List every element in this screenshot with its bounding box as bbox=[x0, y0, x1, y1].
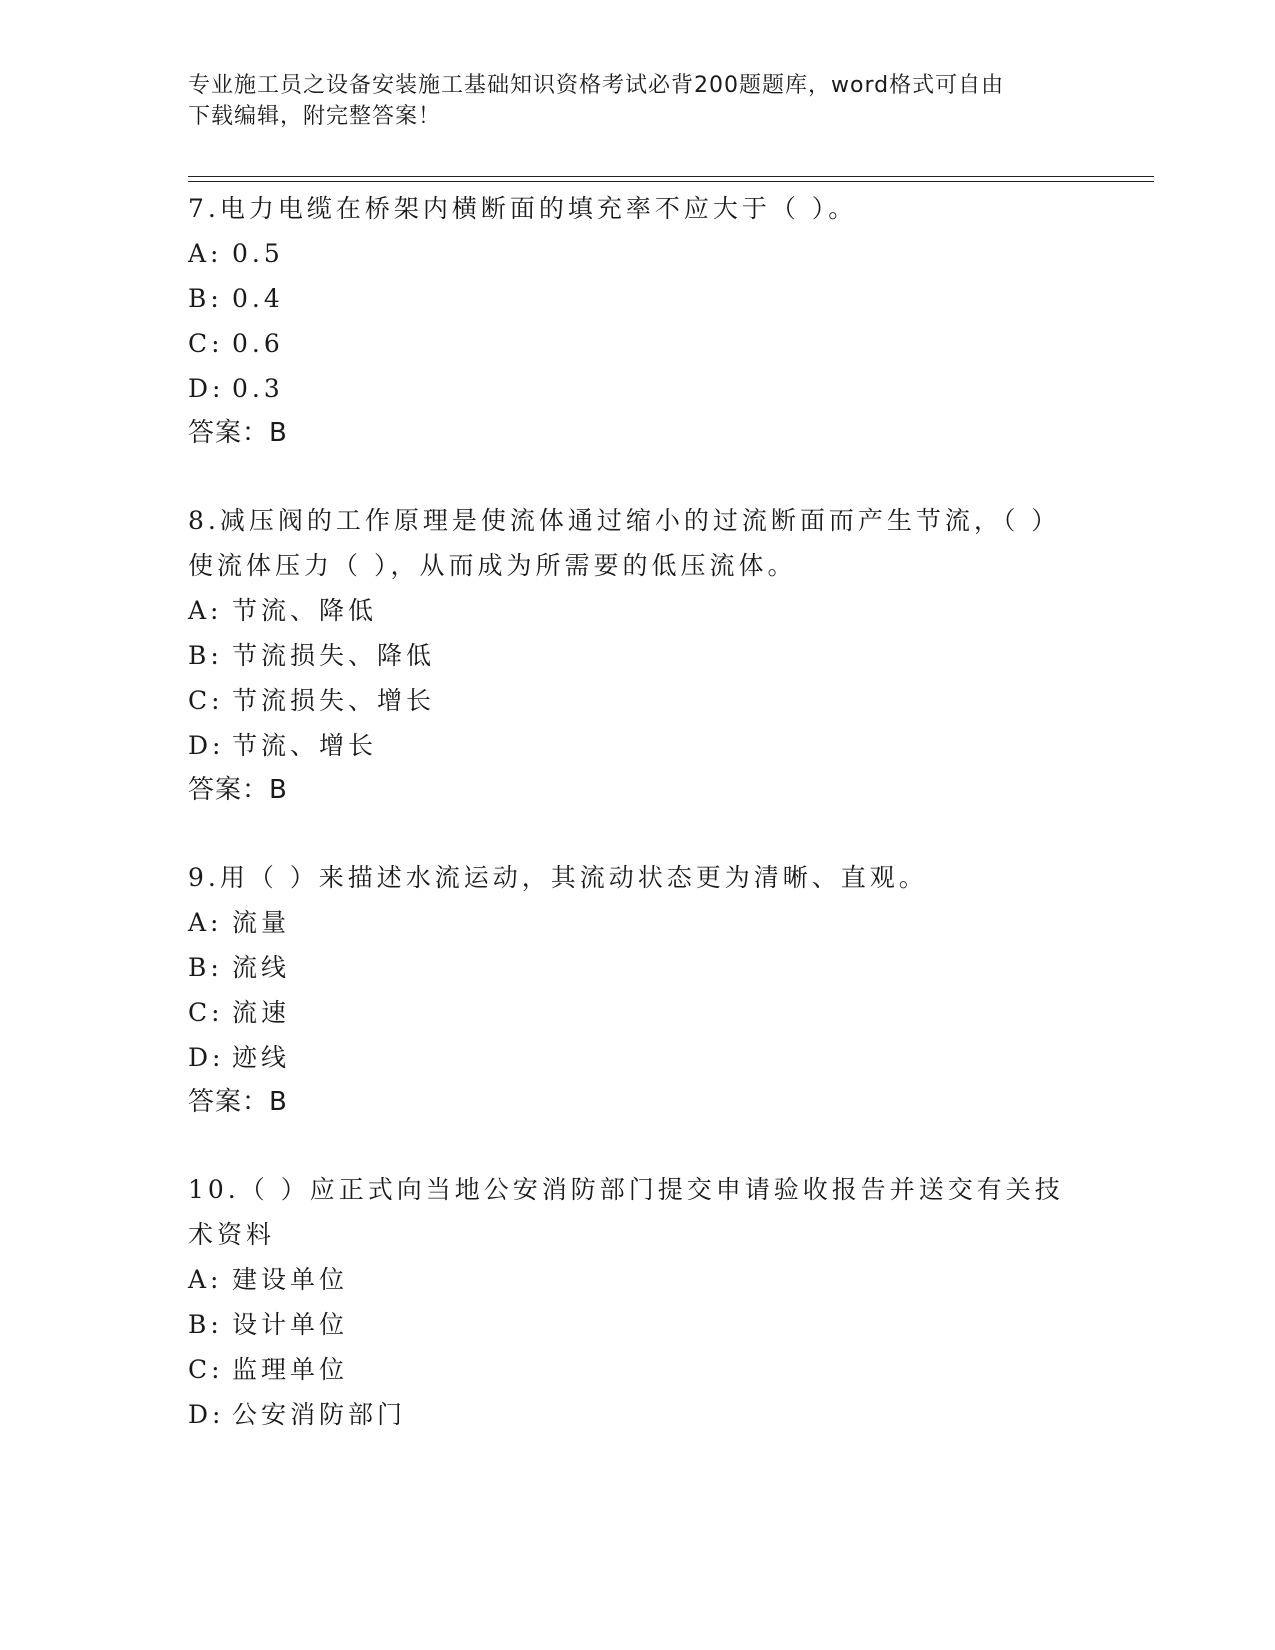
option-text: 节流损失、降低 bbox=[232, 641, 436, 670]
option-text: 节流、增长 bbox=[232, 731, 378, 760]
option-a bbox=[188, 900, 1088, 945]
option-text: 节流、降低 bbox=[232, 596, 378, 625]
option-text: 流速 bbox=[232, 998, 291, 1027]
option-a bbox=[188, 588, 1088, 633]
option-text: 设计单位 bbox=[232, 1310, 349, 1339]
option-letter: D: bbox=[188, 731, 225, 760]
option-letter: B: bbox=[188, 641, 223, 670]
option-c bbox=[188, 321, 1088, 366]
option-c bbox=[188, 678, 1088, 723]
option-letter: A: bbox=[188, 908, 223, 937]
option-letter: B: bbox=[188, 284, 223, 313]
option-text: 流量 bbox=[232, 908, 291, 937]
option-c bbox=[188, 990, 1088, 1035]
option-c bbox=[188, 1347, 1088, 1392]
option-letter: D: bbox=[188, 1400, 225, 1429]
option-text: 0.6 bbox=[232, 329, 284, 358]
option-text: 0.3 bbox=[232, 374, 284, 403]
option-letter: A: bbox=[188, 596, 223, 625]
option-b bbox=[188, 1302, 1088, 1347]
answer-line: 答案：B bbox=[188, 418, 288, 448]
option-text: 0.5 bbox=[232, 239, 284, 268]
option-letter: B: bbox=[188, 1310, 223, 1339]
question-10 bbox=[188, 1167, 1088, 1437]
answer-line: 答案：B bbox=[188, 1087, 288, 1117]
option-b bbox=[188, 276, 1088, 321]
option-letter: D: bbox=[188, 1043, 225, 1072]
question-stem-line-1: 10.（ ）应正式向当地公安消防部门提交申请验收报告并送交有关技 bbox=[188, 1175, 1064, 1204]
option-text: 节流损失、增长 bbox=[232, 686, 436, 715]
question-stem-line-1: 8.减压阀的工作原理是使流体通过缩小的过流断面而产生节流，（ ） bbox=[188, 506, 1061, 535]
option-letter: B: bbox=[188, 953, 223, 982]
question-9 bbox=[188, 855, 1088, 1125]
question-stem: 9.用（ ）来描述水流运动，其流动状态更为清晰、直观。 bbox=[188, 863, 928, 892]
question-list bbox=[188, 186, 1088, 1479]
question-stem: 7.电力电缆在桥架内横断面的填充率不应大于（ ）。 bbox=[188, 194, 858, 223]
option-letter: C: bbox=[188, 329, 224, 358]
option-d bbox=[188, 1035, 1088, 1080]
option-b bbox=[188, 633, 1088, 678]
option-text: 公安消防部门 bbox=[232, 1400, 407, 1429]
header-title-line-1: 专业施工员之设备安装施工基础知识资格考试必背200题题库，word格式可自由 bbox=[188, 73, 1005, 98]
option-letter: A: bbox=[188, 239, 223, 268]
question-7 bbox=[188, 186, 1088, 456]
question-8 bbox=[188, 498, 1088, 813]
option-letter: C: bbox=[188, 998, 224, 1027]
option-a bbox=[188, 1257, 1088, 1302]
option-letter: C: bbox=[188, 1355, 224, 1384]
option-letter: C: bbox=[188, 686, 224, 715]
option-d bbox=[188, 723, 1088, 768]
option-d bbox=[188, 1392, 1088, 1437]
option-text: 0.4 bbox=[232, 284, 284, 313]
option-text: 流线 bbox=[232, 953, 291, 982]
question-stem-line-2: 使流体压力（ ），从而成为所需要的低压流体。 bbox=[188, 551, 797, 580]
option-text: 迹线 bbox=[232, 1043, 291, 1072]
option-d bbox=[188, 366, 1088, 411]
option-a bbox=[188, 231, 1088, 276]
option-letter: D: bbox=[188, 374, 225, 403]
option-letter: A: bbox=[188, 1265, 223, 1294]
answer-line: 答案：B bbox=[188, 775, 288, 805]
header-divider bbox=[188, 176, 1154, 182]
question-stem-line-2: 术资料 bbox=[188, 1220, 276, 1249]
option-text: 监理单位 bbox=[232, 1355, 349, 1384]
document-header bbox=[188, 70, 1088, 132]
option-text: 建设单位 bbox=[232, 1265, 349, 1294]
header-title-line-2: 下载编辑，附完整答案！ bbox=[188, 104, 442, 129]
option-b bbox=[188, 945, 1088, 990]
